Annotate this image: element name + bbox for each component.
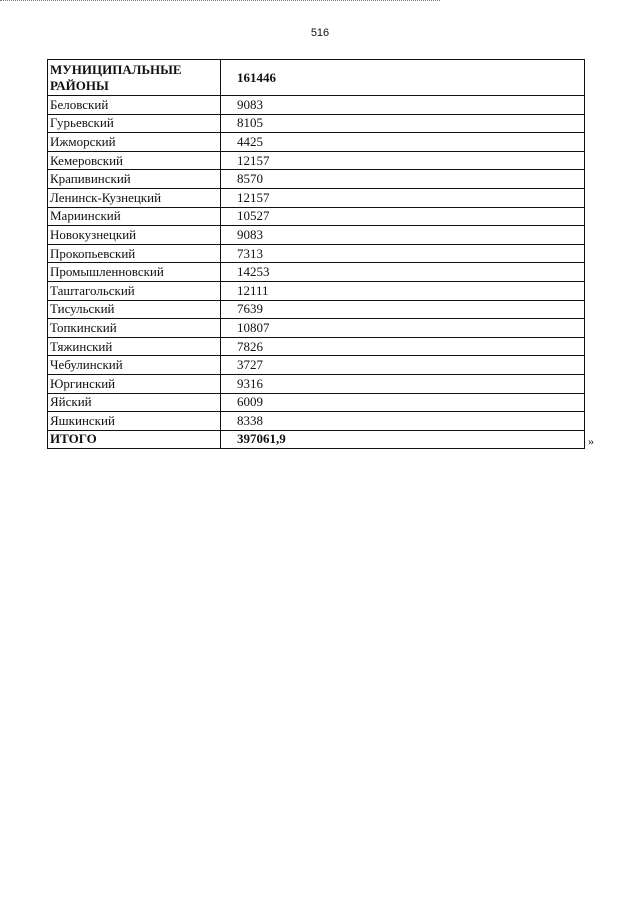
districts-table	[47, 59, 585, 449]
district-value-cell: 7639	[221, 300, 585, 319]
district-name-cell: Мариинский	[48, 207, 221, 226]
closing-quote: »	[588, 434, 594, 448]
table-row	[48, 263, 585, 282]
district-name-cell: Тисульский	[48, 300, 221, 319]
table-row	[48, 188, 585, 207]
district-name-cell: Яшкинский	[48, 412, 221, 431]
top-rule	[0, 0, 440, 3]
district-value-cell: 10807	[221, 319, 585, 338]
district-name-cell: Промышленновский	[48, 263, 221, 282]
district-value-cell: 6009	[221, 393, 585, 412]
table-row	[48, 356, 585, 375]
district-name-cell: Кемеровский	[48, 151, 221, 170]
table-row	[48, 281, 585, 300]
header-name-cell: МУНИЦИПАЛЬНЫЕ РАЙОНЫ	[48, 60, 221, 96]
district-name-cell: Новокузнецкий	[48, 226, 221, 245]
table-row	[48, 319, 585, 338]
district-value-cell: 4425	[221, 133, 585, 152]
district-name-cell: Яйский	[48, 393, 221, 412]
total-row	[48, 430, 585, 449]
total-value-cell: 397061,9	[221, 430, 585, 449]
total-label-cell: ИТОГО	[48, 430, 221, 449]
table-row	[48, 412, 585, 431]
table-row	[48, 374, 585, 393]
table-row	[48, 151, 585, 170]
district-value-cell: 8105	[221, 114, 585, 133]
district-value-cell: 12111	[221, 281, 585, 300]
table-row	[48, 244, 585, 263]
header-value-cell: 161446	[221, 60, 585, 96]
district-name-cell: Беловский	[48, 96, 221, 115]
district-name-cell: Тяжинский	[48, 337, 221, 356]
table-row	[48, 170, 585, 189]
district-name-cell: Топкинский	[48, 319, 221, 338]
table-row	[48, 96, 585, 115]
district-name-cell: Таштагольский	[48, 281, 221, 300]
table-row	[48, 393, 585, 412]
district-name-cell: Юргинский	[48, 374, 221, 393]
table-row	[48, 300, 585, 319]
table-row	[48, 133, 585, 152]
page-number: 516	[310, 27, 330, 39]
district-value-cell: 12157	[221, 188, 585, 207]
district-value-cell: 7826	[221, 337, 585, 356]
table-body	[48, 60, 585, 449]
table-row	[48, 207, 585, 226]
district-value-cell: 8570	[221, 170, 585, 189]
district-value-cell: 12157	[221, 151, 585, 170]
district-value-cell: 9083	[221, 226, 585, 245]
district-value-cell: 14253	[221, 263, 585, 282]
table-row	[48, 337, 585, 356]
district-name-cell: Ижморский	[48, 133, 221, 152]
table-header-row	[48, 60, 585, 96]
district-name-cell: Чебулинский	[48, 356, 221, 375]
district-value-cell: 8338	[221, 412, 585, 431]
district-value-cell: 9316	[221, 374, 585, 393]
table-row	[48, 226, 585, 245]
district-value-cell: 7313	[221, 244, 585, 263]
district-value-cell: 10527	[221, 207, 585, 226]
table-row	[48, 114, 585, 133]
district-value-cell: 9083	[221, 96, 585, 115]
district-value-cell: 3727	[221, 356, 585, 375]
district-name-cell: Крапивинский	[48, 170, 221, 189]
district-name-cell: Прокопьевский	[48, 244, 221, 263]
district-name-cell: Ленинск-Кузнецкий	[48, 188, 221, 207]
district-name-cell: Гурьевский	[48, 114, 221, 133]
